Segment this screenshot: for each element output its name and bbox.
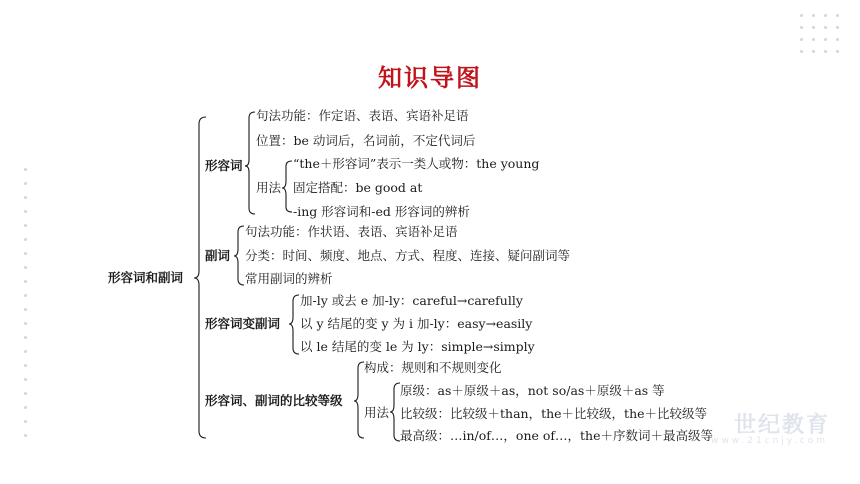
- adverb-item: 句法功能：作状语、表语、宾语补足语: [245, 224, 458, 239]
- adverb-item: 分类：时间、频度、地点、方式、程度、连接、疑问副词等: [245, 248, 571, 263]
- comparison-usage-brace: [390, 383, 400, 441]
- comparison-usage-item: 比较级：比较级＋than，the＋比较级，the＋比较级等: [400, 406, 708, 421]
- adj-to-adv-item: 以 le 结尾的变 le 为 ly：simple→simply: [300, 339, 535, 354]
- watermark-url: www.21cnjy.com: [711, 436, 828, 446]
- watermark-logo: 世纪教育: [733, 413, 830, 438]
- comparison-usage-item: 最高级：…in/of…，one of…，the＋序数词＋最高级等: [400, 428, 713, 443]
- comparison-brace: [354, 362, 364, 438]
- adj-to-adv-node: 形容词变副词: [205, 316, 281, 331]
- comparison-usage-item: 原级：as＋原级＋as，not so/as＋原级＋as 等: [400, 383, 665, 398]
- adj-to-adv-item: 以 y 结尾的变 y 为 i 加-ly：easy→easily: [300, 316, 533, 331]
- root-node: 形容词和副词: [108, 270, 184, 285]
- adj-to-adv-brace: [289, 295, 299, 354]
- comparison-formation-item: 构成：规则和不规则变化: [364, 360, 502, 375]
- page-title: 知识导图: [378, 64, 482, 92]
- adjective-usage-item: -ing 形容词和-ed 形容词的辨析: [293, 204, 470, 219]
- adjective-usage-node: 用法: [256, 180, 282, 195]
- adverb-node: 副词: [205, 248, 231, 263]
- adverb-brace: [234, 226, 244, 285]
- adjective-usage-item: “the＋形容词”表示一类人或物：the young: [293, 156, 540, 171]
- adjective-brace: [245, 112, 255, 214]
- adjective-syntax-item: 句法功能：作定语、表语、宾语补足语: [256, 108, 469, 123]
- comparison-usage-node: 用法: [364, 405, 390, 420]
- adjective-usage-item: 固定搭配：be good at: [293, 180, 423, 195]
- adjective-node: 形容词: [205, 158, 243, 173]
- adj-to-adv-item: 加-ly 或去 e 加-ly：careful→carefully: [300, 293, 523, 308]
- comparison-node: 形容词、副词的比较等级: [205, 393, 343, 408]
- adverb-item: 常用副词的辨析: [245, 271, 333, 286]
- adjective-usage-brace: [282, 161, 292, 212]
- adjective-position-item: 位置：be 动词后，名词前，不定代词后: [256, 133, 476, 148]
